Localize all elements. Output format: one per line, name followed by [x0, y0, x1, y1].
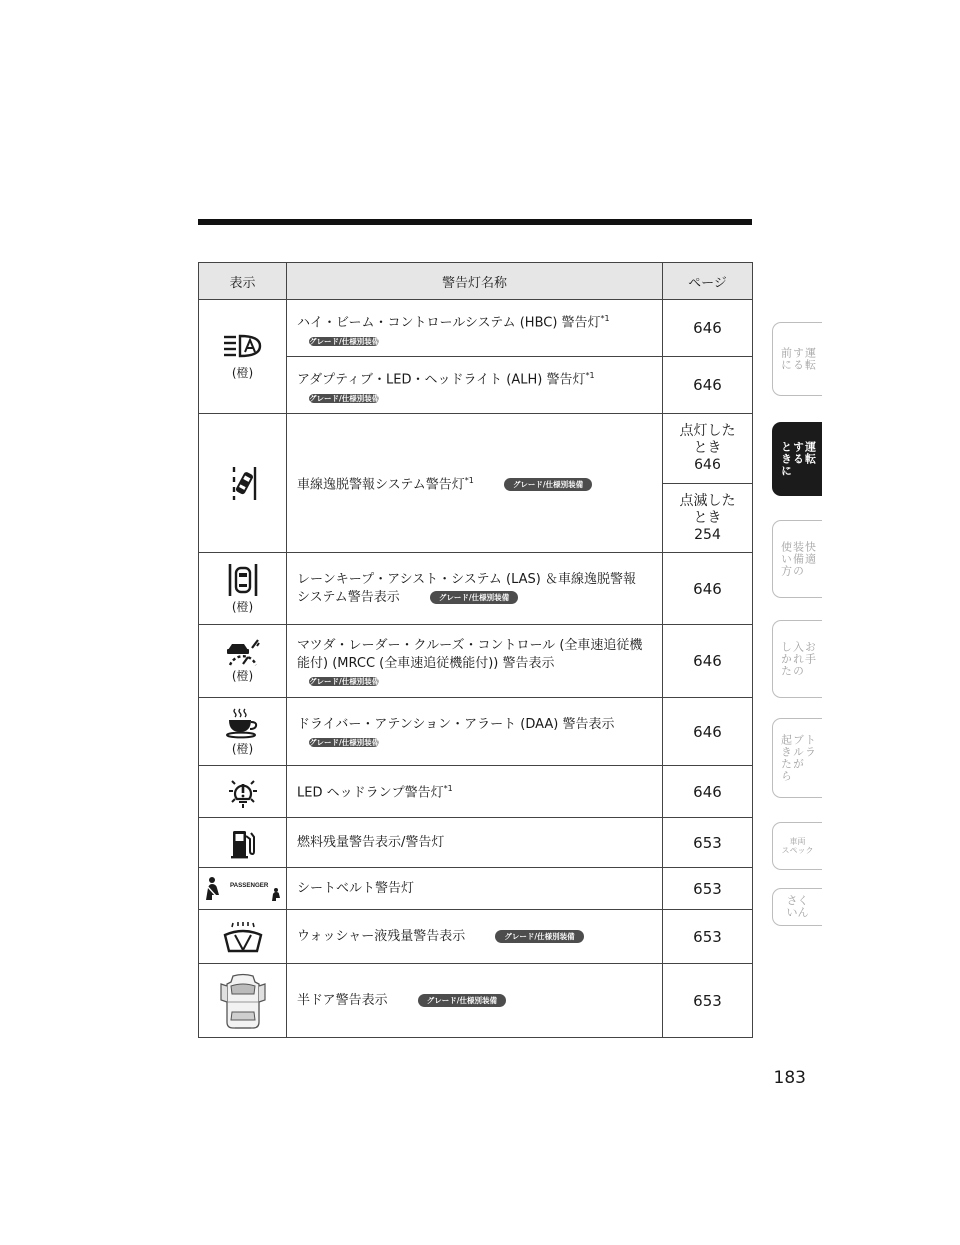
door-icon-cell — [199, 964, 287, 1038]
led-name: LED ヘッドランプ警告灯 — [297, 785, 444, 801]
grade-badge: グレード/仕様別装備 — [309, 676, 380, 686]
orange-note: (橙) — [231, 741, 254, 756]
mrcc-name-line2: 能付) (MRCC (全車速追従機能付)) 警告表示 — [297, 655, 555, 671]
orange-note: (橙) — [231, 669, 254, 683]
ldw-blink-label: 点滅した — [679, 492, 736, 509]
table-row — [199, 698, 753, 766]
tab-troubleshooting[interactable] — [772, 718, 822, 798]
ldw-icon-cell — [199, 414, 287, 553]
las-name-line2: システム警告表示 — [297, 589, 400, 605]
daa-icon-cell — [199, 698, 287, 766]
fuel-name-cell — [287, 818, 663, 868]
grade-badge: グレード/仕様別装備 — [309, 336, 380, 346]
door-ajar-icon — [219, 972, 267, 1030]
table-row — [199, 300, 753, 357]
tab-while-driving[interactable] — [772, 422, 822, 496]
seat-belt-icon — [200, 876, 286, 902]
door-name: 半ドア警告表示 — [297, 992, 388, 1008]
tab-label: トラ ブルが 起きたら — [779, 734, 817, 782]
led-page: 646 — [663, 766, 753, 818]
washer-name: ウォッシャー液残量警告表示 — [297, 928, 466, 944]
ldw-blink-label: とき — [693, 509, 722, 526]
lane-departure-icon — [225, 465, 261, 501]
ldw-lit-label: とき — [693, 440, 722, 456]
hbc-name-cell — [287, 300, 663, 357]
fuel-page: 653 — [663, 818, 753, 868]
footnote-mark: *1 — [600, 314, 610, 324]
door-page: 653 — [663, 964, 753, 1038]
table-row — [199, 414, 753, 484]
hbc-page: 646 — [663, 300, 753, 357]
tab-label: 運転 する 前に — [779, 347, 817, 371]
header-name: 警告灯名称 — [287, 263, 663, 300]
tab-comfort-equipment[interactable] — [772, 520, 822, 598]
passenger-label: PASSENGER — [229, 881, 268, 889]
ldw-name-cell — [287, 414, 663, 553]
hbc-alh-icon-cell — [199, 300, 287, 414]
warning-light-table — [198, 262, 753, 1038]
grade-badge: グレード/仕様別装備 — [309, 738, 380, 747]
mrcc-name-line1: マツダ・レーダー・クルーズ・コントロール (全車速追従機 — [297, 637, 643, 653]
belt-icon-cell — [199, 868, 287, 910]
ldw-lit-label: 点灯した — [679, 423, 736, 439]
lane-keep-icon — [227, 563, 259, 597]
table-row — [199, 553, 753, 625]
fuel-icon-cell — [199, 818, 287, 868]
belt-name: シートベルト警告灯 — [297, 880, 415, 896]
washer-name-cell — [287, 910, 663, 964]
auto-high-beam-icon — [222, 333, 264, 363]
tab-label: 運転 する ときに — [779, 441, 817, 477]
hbc-name: ハイ・ビーム・コントロールシステム (HBC) 警告灯 — [297, 315, 601, 331]
las-name-cell — [287, 553, 663, 625]
tab-label: 快適 装備の 使い方 — [779, 541, 817, 577]
ldw-lit-page: 646 — [694, 457, 721, 473]
orange-note: (橙) — [231, 365, 254, 380]
coffee-cup-icon — [225, 707, 261, 739]
tab-label: さく いん — [786, 894, 809, 919]
grade-badge: グレード/仕様別装備 — [504, 478, 592, 491]
washer-fluid-icon — [223, 921, 263, 953]
table-row — [199, 625, 753, 698]
tab-before-driving[interactable] — [772, 322, 822, 396]
belt-page: 653 — [663, 868, 753, 910]
ldw-name: 車線逸脱警報システム警告灯 — [297, 477, 465, 493]
tab-label: お手 入れの しかた — [779, 641, 817, 677]
alh-name-cell — [287, 357, 663, 414]
table-header-row — [199, 263, 753, 300]
fuel-pump-icon — [230, 827, 256, 859]
ldw-page-lit — [663, 414, 753, 484]
footnote-mark: *1 — [443, 784, 453, 794]
radar-cruise-icon — [224, 638, 262, 666]
alh-page: 646 — [663, 357, 753, 414]
header-page: ページ — [663, 263, 753, 300]
tab-specifications[interactable] — [772, 822, 822, 870]
mrcc-page: 646 — [663, 625, 753, 698]
footnote-mark: *1 — [585, 371, 595, 381]
header-display: 表示 — [199, 263, 287, 300]
table-row — [199, 818, 753, 868]
ldw-blink-page: 254 — [694, 526, 721, 543]
orange-note: (橙) — [231, 599, 254, 614]
footnote-mark: *1 — [464, 475, 474, 485]
mrcc-icon-cell — [199, 625, 287, 698]
grade-badge: グレード/仕様別装備 — [495, 930, 583, 943]
table-row — [199, 766, 753, 818]
tab-maintenance[interactable] — [772, 620, 822, 698]
top-rule — [198, 219, 752, 225]
grade-badge: グレード/仕様別装備 — [430, 591, 518, 604]
fuel-name: 燃料残量警告表示/警告灯 — [297, 834, 445, 850]
belt-name-cell — [287, 868, 663, 910]
table-row — [199, 910, 753, 964]
washer-page: 653 — [663, 910, 753, 964]
washer-icon-cell — [199, 910, 287, 964]
daa-page: 646 — [663, 698, 753, 766]
door-name-cell — [287, 964, 663, 1038]
grade-badge: グレード/仕様別装備 — [418, 994, 506, 1007]
table-row — [199, 964, 753, 1038]
alh-name: アダプティブ・LED・ヘッドライト (ALH) 警告灯 — [297, 372, 586, 388]
las-page: 646 — [663, 553, 753, 625]
las-name-line1: レーンキープ・アシスト・システム (LAS) ＆車線逸脱警報 — [297, 571, 636, 587]
led-icon-cell — [199, 766, 287, 818]
ldw-page-blink — [663, 484, 753, 553]
table-row — [199, 868, 753, 910]
grade-badge: グレード/仕様別装備 — [309, 393, 380, 403]
led-headlamp-warning-icon — [226, 775, 260, 809]
daa-name: ドライバー・アテンション・アラート (DAA) 警告表示 — [297, 717, 615, 732]
daa-name-cell — [287, 698, 663, 766]
mrcc-name-cell — [287, 625, 663, 698]
tab-label: 車両 スペック — [781, 837, 814, 855]
tab-index[interactable] — [772, 888, 822, 926]
led-name-cell — [287, 766, 663, 818]
las-icon-cell — [199, 553, 287, 625]
page-number: 183 — [773, 1068, 806, 1088]
